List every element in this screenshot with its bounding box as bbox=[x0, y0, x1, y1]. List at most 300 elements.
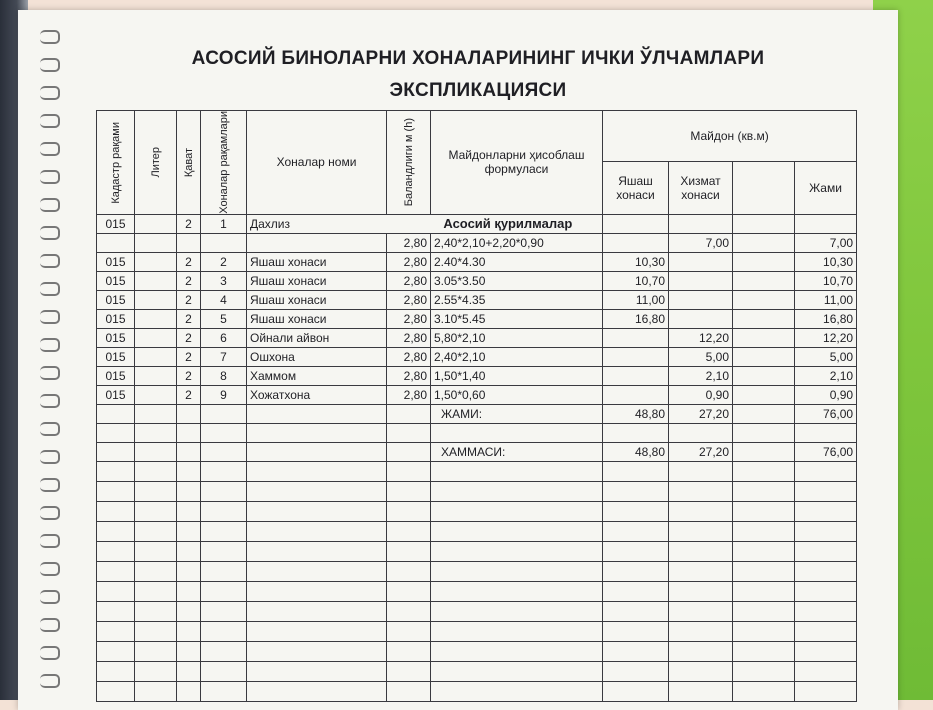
cell-room-name: Яшаш хонаси bbox=[247, 290, 387, 309]
cell-liter bbox=[135, 233, 177, 252]
empty-row bbox=[97, 601, 857, 621]
cell-blank bbox=[135, 423, 177, 442]
cell-blank bbox=[177, 561, 201, 581]
cell-formula: 2.55*4.35 bbox=[431, 290, 603, 309]
cell-blank bbox=[795, 601, 857, 621]
cell-room-number: 3 bbox=[201, 271, 247, 290]
cell-blank bbox=[201, 521, 247, 541]
binding-ring bbox=[40, 142, 60, 156]
cell-blank bbox=[733, 641, 795, 661]
cell-blank bbox=[97, 501, 135, 521]
cell-blank bbox=[201, 404, 247, 423]
cell-service: 5,00 bbox=[669, 347, 733, 366]
cell-extra bbox=[733, 385, 795, 404]
header-total: Жами bbox=[795, 161, 857, 214]
cell-blank bbox=[795, 541, 857, 561]
cell-blank bbox=[201, 423, 247, 442]
binding-ring bbox=[40, 226, 60, 240]
cell-total: 0,90 bbox=[795, 385, 857, 404]
cell-blank bbox=[201, 501, 247, 521]
binding-ring bbox=[40, 646, 60, 660]
cell-blank bbox=[387, 681, 431, 701]
spiral-binding bbox=[40, 30, 58, 710]
cell-blank bbox=[135, 404, 177, 423]
cell-blank bbox=[733, 501, 795, 521]
table-row bbox=[97, 385, 857, 404]
spacer-row bbox=[97, 423, 857, 442]
cell-blank bbox=[135, 681, 177, 701]
page-subtitle: ЭКСПЛИКАЦИЯСИ bbox=[389, 80, 567, 101]
cell-blank bbox=[431, 641, 603, 661]
cell-blank bbox=[603, 521, 669, 541]
cell-room-name: Яшаш хонаси bbox=[247, 271, 387, 290]
cell-blank bbox=[795, 521, 857, 541]
cell-blank bbox=[97, 521, 135, 541]
cell-blank bbox=[669, 541, 733, 561]
cell-blank bbox=[135, 541, 177, 561]
cell-total: 7,00 bbox=[795, 233, 857, 252]
cell-blank bbox=[387, 461, 431, 481]
cell-height: 2,80 bbox=[387, 347, 431, 366]
cell-liter bbox=[135, 347, 177, 366]
cell-blank bbox=[177, 541, 201, 561]
cell-living: 16,80 bbox=[603, 309, 669, 328]
cell-blank bbox=[201, 561, 247, 581]
table-row bbox=[97, 290, 857, 309]
header-liter: Литер bbox=[135, 111, 177, 215]
cell-floor: 2 bbox=[177, 347, 201, 366]
cell-blank bbox=[795, 681, 857, 701]
subtotal-service: 27,20 bbox=[669, 404, 733, 423]
cell-total: 16,80 bbox=[795, 309, 857, 328]
cell-blank bbox=[247, 541, 387, 561]
cell-living: 10,70 bbox=[603, 271, 669, 290]
header-room-name: Хоналар номи bbox=[247, 111, 387, 215]
cell-blank bbox=[669, 501, 733, 521]
table-row bbox=[97, 347, 857, 366]
cell-height: 2,80 bbox=[387, 290, 431, 309]
cell-total bbox=[795, 214, 857, 233]
cell-blank bbox=[387, 541, 431, 561]
cell-blank bbox=[733, 681, 795, 701]
empty-row bbox=[97, 461, 857, 481]
cell-floor: 2 bbox=[177, 290, 201, 309]
binding-ring bbox=[40, 506, 60, 520]
empty-row bbox=[97, 681, 857, 701]
cell-blank bbox=[177, 521, 201, 541]
header-formula: Майдонларни ҳисоблаш формуласи bbox=[431, 111, 603, 215]
cell-blank bbox=[387, 404, 431, 423]
cell-blank bbox=[603, 561, 669, 581]
cell-extra bbox=[733, 290, 795, 309]
cell-blank bbox=[431, 521, 603, 541]
table-row bbox=[97, 309, 857, 328]
cell-room-name: Ошхона bbox=[247, 347, 387, 366]
cell-living bbox=[603, 385, 669, 404]
cell-room-number: 7 bbox=[201, 347, 247, 366]
cell-blank bbox=[669, 601, 733, 621]
cell-blank bbox=[201, 481, 247, 501]
binding-ring bbox=[40, 170, 60, 184]
cell-blank bbox=[669, 561, 733, 581]
cell-blank bbox=[201, 601, 247, 621]
room-name: Дахлиз bbox=[250, 217, 291, 232]
cell-extra bbox=[733, 214, 795, 233]
cell-blank bbox=[201, 661, 247, 681]
cell-total: 10,30 bbox=[795, 252, 857, 271]
cell-floor: 2 bbox=[177, 366, 201, 385]
cell-blank bbox=[669, 661, 733, 681]
cell-service bbox=[669, 290, 733, 309]
cell-floor: 2 bbox=[177, 252, 201, 271]
cell-blank bbox=[247, 561, 387, 581]
cell-blank bbox=[387, 641, 431, 661]
cell-blank bbox=[201, 461, 247, 481]
empty-row bbox=[97, 481, 857, 501]
grandtotal-row bbox=[97, 442, 857, 461]
cell-blank bbox=[201, 442, 247, 461]
binding-ring bbox=[40, 674, 60, 688]
cell-service bbox=[669, 271, 733, 290]
cell-blank bbox=[603, 601, 669, 621]
cell-floor: 2 bbox=[177, 309, 201, 328]
binding-ring bbox=[40, 562, 60, 576]
cell-cadastre: 015 bbox=[97, 309, 135, 328]
empty-row bbox=[97, 581, 857, 601]
cell-floor: 2 bbox=[177, 214, 201, 233]
binding-ring bbox=[40, 338, 60, 352]
cell-blank bbox=[97, 442, 135, 461]
section-title-cell bbox=[247, 214, 603, 233]
cell-blank bbox=[177, 423, 201, 442]
explication-table bbox=[96, 110, 857, 702]
subtotal-row bbox=[97, 404, 857, 423]
cell-blank bbox=[733, 541, 795, 561]
cell-liter bbox=[135, 290, 177, 309]
cell-blank bbox=[97, 661, 135, 681]
cell-cadastre: 015 bbox=[97, 385, 135, 404]
header-service: Хизмат хонаси bbox=[669, 161, 733, 214]
cell-blank bbox=[387, 581, 431, 601]
cell-blank bbox=[177, 661, 201, 681]
binding-ring bbox=[40, 366, 60, 380]
cell-living bbox=[603, 233, 669, 252]
cell-blank bbox=[733, 661, 795, 681]
cell-blank bbox=[97, 581, 135, 601]
cell-blank bbox=[97, 561, 135, 581]
cell-blank bbox=[431, 601, 603, 621]
cell-blank bbox=[177, 621, 201, 641]
cell-blank bbox=[135, 442, 177, 461]
subtotal-living: 48,80 bbox=[603, 404, 669, 423]
cell-total: 12,20 bbox=[795, 328, 857, 347]
cell-blank bbox=[177, 481, 201, 501]
binding-ring bbox=[40, 394, 60, 408]
cell-blank bbox=[177, 442, 201, 461]
cell-blank bbox=[135, 561, 177, 581]
cell-blank bbox=[603, 641, 669, 661]
table-row bbox=[97, 252, 857, 271]
grandtotal-service: 27,20 bbox=[669, 442, 733, 461]
binding-ring bbox=[40, 282, 60, 296]
cell-blank bbox=[135, 641, 177, 661]
binding-ring bbox=[40, 422, 60, 436]
cell-blank bbox=[669, 423, 733, 442]
binding-ring bbox=[40, 198, 60, 212]
cell-room-number: 5 bbox=[201, 309, 247, 328]
cell-blank bbox=[603, 681, 669, 701]
cell-liter bbox=[135, 309, 177, 328]
cell-total: 2,10 bbox=[795, 366, 857, 385]
empty-row bbox=[97, 621, 857, 641]
cell-room-number: 8 bbox=[201, 366, 247, 385]
cell-blank bbox=[669, 461, 733, 481]
header-floor: Қават bbox=[177, 111, 201, 215]
cell-blank bbox=[387, 442, 431, 461]
grandtotal-label: ХАММАСИ: bbox=[431, 442, 603, 461]
cell-service bbox=[669, 252, 733, 271]
cell-blank bbox=[387, 621, 431, 641]
grandtotal-living: 48,80 bbox=[603, 442, 669, 461]
cell-blank bbox=[733, 581, 795, 601]
empty-row bbox=[97, 561, 857, 581]
cell-height: 2,80 bbox=[387, 233, 431, 252]
cell-blank bbox=[431, 561, 603, 581]
cell-extra bbox=[733, 347, 795, 366]
cell-liter bbox=[135, 385, 177, 404]
cell-blank bbox=[97, 621, 135, 641]
cell-floor: 2 bbox=[177, 385, 201, 404]
cell-blank bbox=[247, 661, 387, 681]
cell-height: 2,80 bbox=[387, 309, 431, 328]
cell-blank bbox=[603, 501, 669, 521]
cell-blank bbox=[247, 601, 387, 621]
empty-row bbox=[97, 541, 857, 561]
grandtotal-total: 76,00 bbox=[795, 442, 857, 461]
cell-blank bbox=[177, 404, 201, 423]
cell-blank bbox=[733, 601, 795, 621]
cell-height: 2,80 bbox=[387, 366, 431, 385]
cell-room-name: Яшаш хонаси bbox=[247, 252, 387, 271]
empty-row bbox=[97, 501, 857, 521]
cell-liter bbox=[135, 252, 177, 271]
cell-blank bbox=[669, 481, 733, 501]
cell-blank bbox=[387, 501, 431, 521]
cell-blank bbox=[247, 521, 387, 541]
cell-service bbox=[669, 309, 733, 328]
cell-room-number: 4 bbox=[201, 290, 247, 309]
cell-blank bbox=[431, 423, 603, 442]
cell-blank bbox=[603, 461, 669, 481]
cell-blank bbox=[733, 461, 795, 481]
cell-floor: 2 bbox=[177, 328, 201, 347]
cell-height: 2,80 bbox=[387, 271, 431, 290]
cell-formula: 5,80*2,10 bbox=[431, 328, 603, 347]
cell-cadastre: 015 bbox=[97, 214, 135, 233]
cell-blank bbox=[603, 581, 669, 601]
binding-ring bbox=[40, 30, 60, 44]
binding-ring bbox=[40, 618, 60, 632]
cell-blank bbox=[431, 681, 603, 701]
subtotal-total: 76,00 bbox=[795, 404, 857, 423]
cell-formula: 1,50*1,40 bbox=[431, 366, 603, 385]
cell-room-number: 6 bbox=[201, 328, 247, 347]
binding-ring bbox=[40, 114, 60, 128]
cell-cadastre: 015 bbox=[97, 290, 135, 309]
cell-blank bbox=[97, 461, 135, 481]
cell-formula: 3.05*3.50 bbox=[431, 271, 603, 290]
cell-blank bbox=[135, 601, 177, 621]
cell-blank bbox=[603, 541, 669, 561]
cell-blank bbox=[795, 641, 857, 661]
document-page bbox=[18, 10, 898, 710]
binding-ring bbox=[40, 310, 60, 324]
cell-blank bbox=[795, 661, 857, 681]
cell-extra bbox=[733, 328, 795, 347]
cell-blank bbox=[201, 541, 247, 561]
cell-blank bbox=[603, 423, 669, 442]
cell-room-name bbox=[247, 233, 387, 252]
cell-blank bbox=[431, 581, 603, 601]
cell-living: 11,00 bbox=[603, 290, 669, 309]
cell-blank bbox=[795, 621, 857, 641]
cell-blank bbox=[733, 423, 795, 442]
cell-blank bbox=[97, 404, 135, 423]
cell-blank bbox=[97, 481, 135, 501]
cell-blank bbox=[97, 423, 135, 442]
cell-extra bbox=[733, 233, 795, 252]
cell-blank bbox=[135, 581, 177, 601]
header-area: Майдон (кв.м) bbox=[603, 111, 857, 162]
cell-blank bbox=[135, 461, 177, 481]
cell-blank bbox=[177, 581, 201, 601]
cell-blank bbox=[135, 621, 177, 641]
cell-blank bbox=[603, 481, 669, 501]
cell-blank bbox=[795, 501, 857, 521]
cell-blank bbox=[733, 521, 795, 541]
cell-service: 0,90 bbox=[669, 385, 733, 404]
cell-room-number: 1 bbox=[201, 214, 247, 233]
cell-blank bbox=[135, 481, 177, 501]
empty-row bbox=[97, 521, 857, 541]
cell-total: 11,00 bbox=[795, 290, 857, 309]
cell-liter bbox=[135, 214, 177, 233]
cell-blank bbox=[177, 681, 201, 701]
cell-blank bbox=[97, 641, 135, 661]
subtotal-label: ЖАМИ: bbox=[431, 404, 603, 423]
cell-living bbox=[603, 366, 669, 385]
cell-blank bbox=[247, 681, 387, 701]
cell-blank bbox=[387, 521, 431, 541]
cell-formula: 3.10*5.45 bbox=[431, 309, 603, 328]
cell-blank bbox=[669, 581, 733, 601]
cell-blank bbox=[795, 481, 857, 501]
cell-blank bbox=[247, 641, 387, 661]
cell-blank bbox=[669, 681, 733, 701]
cell-cadastre: 015 bbox=[97, 252, 135, 271]
header-room-numbers: Хоналар рақамлари bbox=[201, 111, 247, 215]
header-cadastre: Кадастр рақами bbox=[97, 111, 135, 215]
cell-blank bbox=[431, 661, 603, 681]
cell-service bbox=[669, 214, 733, 233]
binding-ring bbox=[40, 58, 60, 72]
cell-blank bbox=[387, 661, 431, 681]
cell-blank bbox=[669, 641, 733, 661]
binding-ring bbox=[40, 254, 60, 268]
cell-blank bbox=[97, 541, 135, 561]
cell-blank bbox=[733, 404, 795, 423]
empty-row bbox=[97, 661, 857, 681]
cell-blank bbox=[795, 423, 857, 442]
cell-blank bbox=[603, 661, 669, 681]
section-row bbox=[97, 214, 857, 233]
cell-cadastre: 015 bbox=[97, 271, 135, 290]
binding-ring bbox=[40, 478, 60, 492]
cell-living: 10,30 bbox=[603, 252, 669, 271]
cell-room-name: Ойнали айвон bbox=[247, 328, 387, 347]
cell-height: 2,80 bbox=[387, 385, 431, 404]
cell-blank bbox=[669, 621, 733, 641]
cell-blank bbox=[177, 641, 201, 661]
cell-blank bbox=[733, 481, 795, 501]
cell-cadastre: 015 bbox=[97, 366, 135, 385]
cell-extra bbox=[733, 252, 795, 271]
cell-room-name: Хаммом bbox=[247, 366, 387, 385]
cell-cadastre: 015 bbox=[97, 328, 135, 347]
cell-blank bbox=[247, 461, 387, 481]
cell-blank bbox=[247, 442, 387, 461]
cell-blank bbox=[431, 481, 603, 501]
table-row bbox=[97, 328, 857, 347]
cell-height: 2,80 bbox=[387, 252, 431, 271]
cell-cadastre: 015 bbox=[97, 347, 135, 366]
cell-formula: 2,40*2,10+2,20*0,90 bbox=[431, 233, 603, 252]
cell-blank bbox=[247, 423, 387, 442]
cell-blank bbox=[201, 681, 247, 701]
cell-floor bbox=[177, 233, 201, 252]
cell-blank bbox=[733, 561, 795, 581]
cell-blank bbox=[247, 404, 387, 423]
cell-extra bbox=[733, 309, 795, 328]
cell-extra bbox=[733, 366, 795, 385]
cell-blank bbox=[177, 601, 201, 621]
cell-room-number bbox=[201, 233, 247, 252]
cell-blank bbox=[431, 621, 603, 641]
cell-blank bbox=[201, 641, 247, 661]
cell-blank bbox=[247, 621, 387, 641]
cell-blank bbox=[135, 501, 177, 521]
cell-blank bbox=[247, 581, 387, 601]
binding-ring bbox=[40, 450, 60, 464]
cell-blank bbox=[177, 461, 201, 481]
cell-blank bbox=[669, 521, 733, 541]
cell-blank bbox=[201, 581, 247, 601]
cell-living bbox=[603, 328, 669, 347]
cell-blank bbox=[795, 581, 857, 601]
table-row bbox=[97, 271, 857, 290]
cell-blank bbox=[247, 481, 387, 501]
cell-total: 10,70 bbox=[795, 271, 857, 290]
cell-room-name: Яшаш хонаси bbox=[247, 309, 387, 328]
cell-living bbox=[603, 347, 669, 366]
cell-total: 5,00 bbox=[795, 347, 857, 366]
cell-formula: 2,40*2,10 bbox=[431, 347, 603, 366]
cell-blank bbox=[733, 442, 795, 461]
cell-extra bbox=[733, 271, 795, 290]
cell-formula: 2.40*4.30 bbox=[431, 252, 603, 271]
header-living: Яшаш хонаси bbox=[603, 161, 669, 214]
cell-blank bbox=[387, 481, 431, 501]
